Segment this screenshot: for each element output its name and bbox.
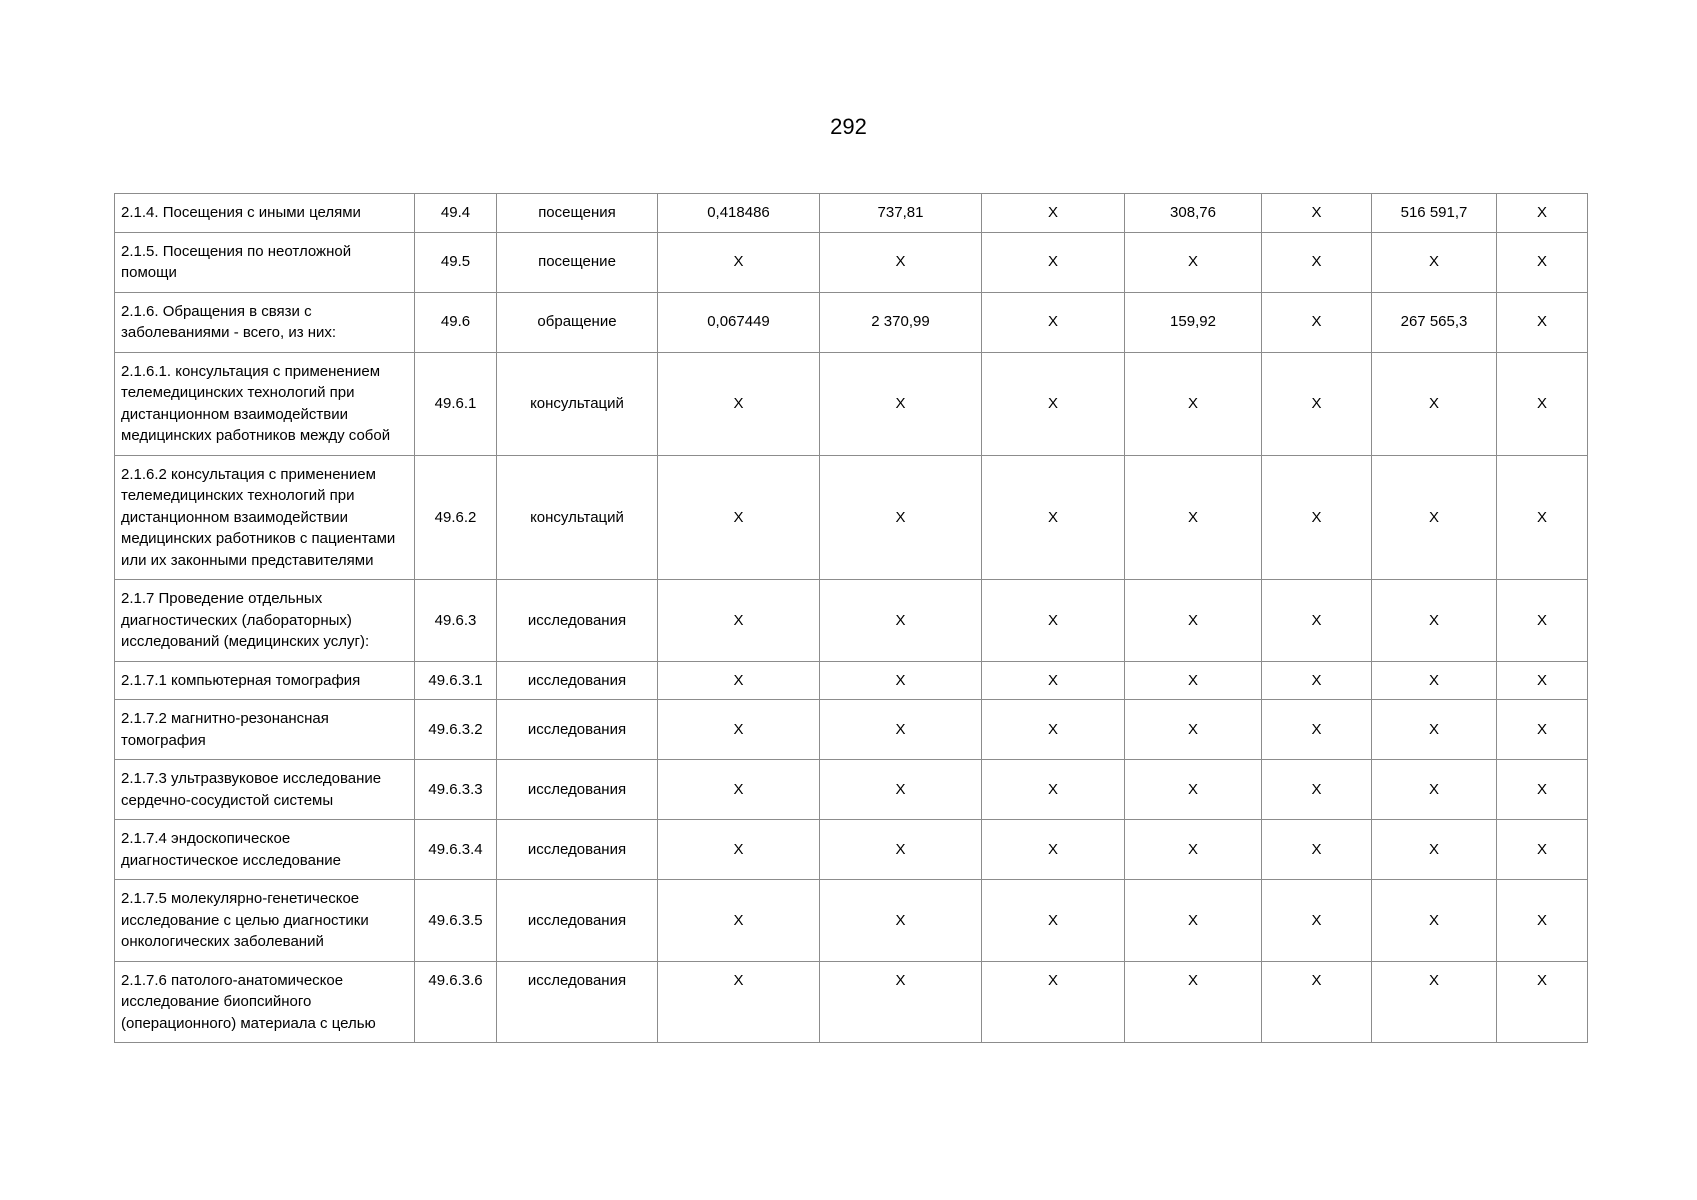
- row-value-cell: X: [1497, 820, 1588, 880]
- row-value-cell: 516 591,7: [1372, 194, 1497, 233]
- row-code-cell: 49.6: [415, 292, 497, 352]
- row-value-cell: X: [1125, 880, 1262, 962]
- row-value-cell: X: [1372, 580, 1497, 662]
- row-value-cell: 2 370,99: [820, 292, 982, 352]
- row-value-cell: X: [1125, 455, 1262, 580]
- row-value-cell: X: [820, 760, 982, 820]
- row-value-cell: X: [1372, 661, 1497, 700]
- row-value-cell: X: [1262, 455, 1372, 580]
- table-row: [115, 700, 1588, 760]
- row-value-cell: X: [1497, 580, 1588, 662]
- row-name-cell: 2.1.6.2 консультация с применением телемедицинских технологий при дистанционном взаимодействии медицинских работников с пациентами или их законными представителями: [115, 455, 415, 580]
- row-value-cell: X: [820, 455, 982, 580]
- row-value-cell: X: [1125, 961, 1262, 1043]
- row-value-cell: X: [1497, 455, 1588, 580]
- row-value-cell: X: [1262, 194, 1372, 233]
- row-value-cell: X: [1497, 961, 1588, 1043]
- page-number: 292: [830, 114, 867, 139]
- row-value-cell: X: [658, 700, 820, 760]
- row-code-cell: 49.6.3.6: [415, 961, 497, 1043]
- row-value-cell: X: [820, 661, 982, 700]
- row-name-cell: 2.1.7.5 молекулярно-генетическое исследование с целью диагностики онкологических заболеваний: [115, 880, 415, 962]
- row-value-cell: X: [820, 880, 982, 962]
- row-value-cell: X: [1125, 661, 1262, 700]
- row-code-cell: 49.6.3: [415, 580, 497, 662]
- row-value-cell: X: [982, 961, 1125, 1043]
- row-value-cell: 267 565,3: [1372, 292, 1497, 352]
- row-value-cell: X: [982, 455, 1125, 580]
- row-code-cell: 49.6.3.2: [415, 700, 497, 760]
- row-value-cell: X: [658, 880, 820, 962]
- row-name-cell: 2.1.5. Посещения по неотложной помощи: [115, 232, 415, 292]
- row-unit-cell: консультаций: [497, 455, 658, 580]
- row-value-cell: X: [820, 961, 982, 1043]
- row-code-cell: 49.5: [415, 232, 497, 292]
- row-name-cell: 2.1.7.2 магнитно-резонансная томография: [115, 700, 415, 760]
- row-value-cell: X: [820, 700, 982, 760]
- row-code-cell: 49.6.3.1: [415, 661, 497, 700]
- row-value-cell: X: [1372, 961, 1497, 1043]
- table-row: [115, 961, 1588, 1043]
- row-value-cell: X: [1372, 232, 1497, 292]
- row-value-cell: X: [1497, 232, 1588, 292]
- table-row: [115, 661, 1588, 700]
- row-value-cell: X: [1125, 700, 1262, 760]
- row-unit-cell: исследования: [497, 661, 658, 700]
- row-value-cell: X: [982, 352, 1125, 455]
- table-row: [115, 880, 1588, 962]
- row-value-cell: X: [982, 880, 1125, 962]
- table-row: [115, 194, 1588, 233]
- row-value-cell: X: [658, 961, 820, 1043]
- row-name-cell: 2.1.7.6 патолого-анатомическое исследование биопсийного (операционного) материала с целью: [115, 961, 415, 1043]
- row-value-cell: 737,81: [820, 194, 982, 233]
- row-value-cell: X: [1497, 760, 1588, 820]
- row-code-cell: 49.6.2: [415, 455, 497, 580]
- row-value-cell: X: [982, 820, 1125, 880]
- row-value-cell: X: [982, 661, 1125, 700]
- row-unit-cell: исследования: [497, 700, 658, 760]
- row-code-cell: 49.6.3.5: [415, 880, 497, 962]
- row-value-cell: X: [1125, 232, 1262, 292]
- row-name-cell: 2.1.7.3 ультразвуковое исследование сердечно-сосудистой системы: [115, 760, 415, 820]
- row-value-cell: X: [1497, 661, 1588, 700]
- row-unit-cell: исследования: [497, 760, 658, 820]
- table-row: [115, 292, 1588, 352]
- row-value-cell: X: [658, 232, 820, 292]
- row-value-cell: X: [1372, 455, 1497, 580]
- row-value-cell: X: [982, 232, 1125, 292]
- row-value-cell: X: [1125, 580, 1262, 662]
- table-row: [115, 760, 1588, 820]
- row-value-cell: X: [658, 661, 820, 700]
- row-value-cell: X: [1262, 820, 1372, 880]
- row-value-cell: 0,418486: [658, 194, 820, 233]
- row-unit-cell: посещения: [497, 194, 658, 233]
- row-value-cell: X: [1372, 820, 1497, 880]
- row-unit-cell: консультаций: [497, 352, 658, 455]
- row-name-cell: 2.1.7.4 эндоскопическое диагностическое исследование: [115, 820, 415, 880]
- row-value-cell: X: [1372, 700, 1497, 760]
- row-value-cell: X: [658, 820, 820, 880]
- row-value-cell: X: [1372, 880, 1497, 962]
- row-unit-cell: обращение: [497, 292, 658, 352]
- row-value-cell: X: [658, 455, 820, 580]
- row-value-cell: X: [1497, 194, 1588, 233]
- row-value-cell: X: [1372, 760, 1497, 820]
- row-unit-cell: исследования: [497, 820, 658, 880]
- row-value-cell: X: [1497, 880, 1588, 962]
- row-value-cell: X: [982, 292, 1125, 352]
- row-value-cell: X: [1497, 700, 1588, 760]
- row-value-cell: 308,76: [1125, 194, 1262, 233]
- row-code-cell: 49.6.1: [415, 352, 497, 455]
- row-value-cell: X: [1262, 880, 1372, 962]
- row-value-cell: X: [982, 700, 1125, 760]
- row-code-cell: 49.6.3.4: [415, 820, 497, 880]
- row-value-cell: X: [1262, 700, 1372, 760]
- row-name-cell: 2.1.4. Посещения с иными целями: [115, 194, 415, 233]
- table-row: [115, 580, 1588, 662]
- row-value-cell: X: [820, 232, 982, 292]
- table-row: [115, 455, 1588, 580]
- row-unit-cell: исследования: [497, 961, 658, 1043]
- table-row: [115, 820, 1588, 880]
- row-value-cell: X: [658, 352, 820, 455]
- row-value-cell: X: [1262, 961, 1372, 1043]
- row-value-cell: X: [1125, 760, 1262, 820]
- row-value-cell: X: [658, 580, 820, 662]
- table-body: [115, 194, 1588, 1043]
- row-value-cell: X: [1262, 580, 1372, 662]
- row-value-cell: X: [1262, 760, 1372, 820]
- row-unit-cell: исследования: [497, 880, 658, 962]
- table-row: [115, 232, 1588, 292]
- row-value-cell: 0,067449: [658, 292, 820, 352]
- table-row: [115, 352, 1588, 455]
- row-value-cell: 159,92: [1125, 292, 1262, 352]
- row-value-cell: X: [1125, 352, 1262, 455]
- row-value-cell: X: [982, 194, 1125, 233]
- row-value-cell: X: [658, 760, 820, 820]
- row-value-cell: X: [1497, 352, 1588, 455]
- row-value-cell: X: [1262, 292, 1372, 352]
- row-value-cell: X: [820, 820, 982, 880]
- row-value-cell: X: [1262, 661, 1372, 700]
- row-unit-cell: посещение: [497, 232, 658, 292]
- row-value-cell: X: [820, 580, 982, 662]
- row-name-cell: 2.1.7 Проведение отдельных диагностических (лабораторных) исследований (медицинских услуг):: [115, 580, 415, 662]
- row-value-cell: X: [982, 760, 1125, 820]
- row-name-cell: 2.1.7.1 компьютерная томография: [115, 661, 415, 700]
- row-code-cell: 49.6.3.3: [415, 760, 497, 820]
- row-code-cell: 49.4: [415, 194, 497, 233]
- row-value-cell: X: [1262, 352, 1372, 455]
- row-name-cell: 2.1.6.1. консультация с применением телемедицинских технологий при дистанционном взаимодействии медицинских работников между собой: [115, 352, 415, 455]
- row-unit-cell: исследования: [497, 580, 658, 662]
- row-name-cell: 2.1.6. Обращения в связи с заболеваниями - всего, из них:: [115, 292, 415, 352]
- row-value-cell: X: [820, 352, 982, 455]
- row-value-cell: X: [982, 580, 1125, 662]
- row-value-cell: X: [1372, 352, 1497, 455]
- row-value-cell: X: [1497, 292, 1588, 352]
- row-value-cell: X: [1262, 232, 1372, 292]
- data-table: [114, 193, 1588, 1043]
- row-value-cell: X: [1125, 820, 1262, 880]
